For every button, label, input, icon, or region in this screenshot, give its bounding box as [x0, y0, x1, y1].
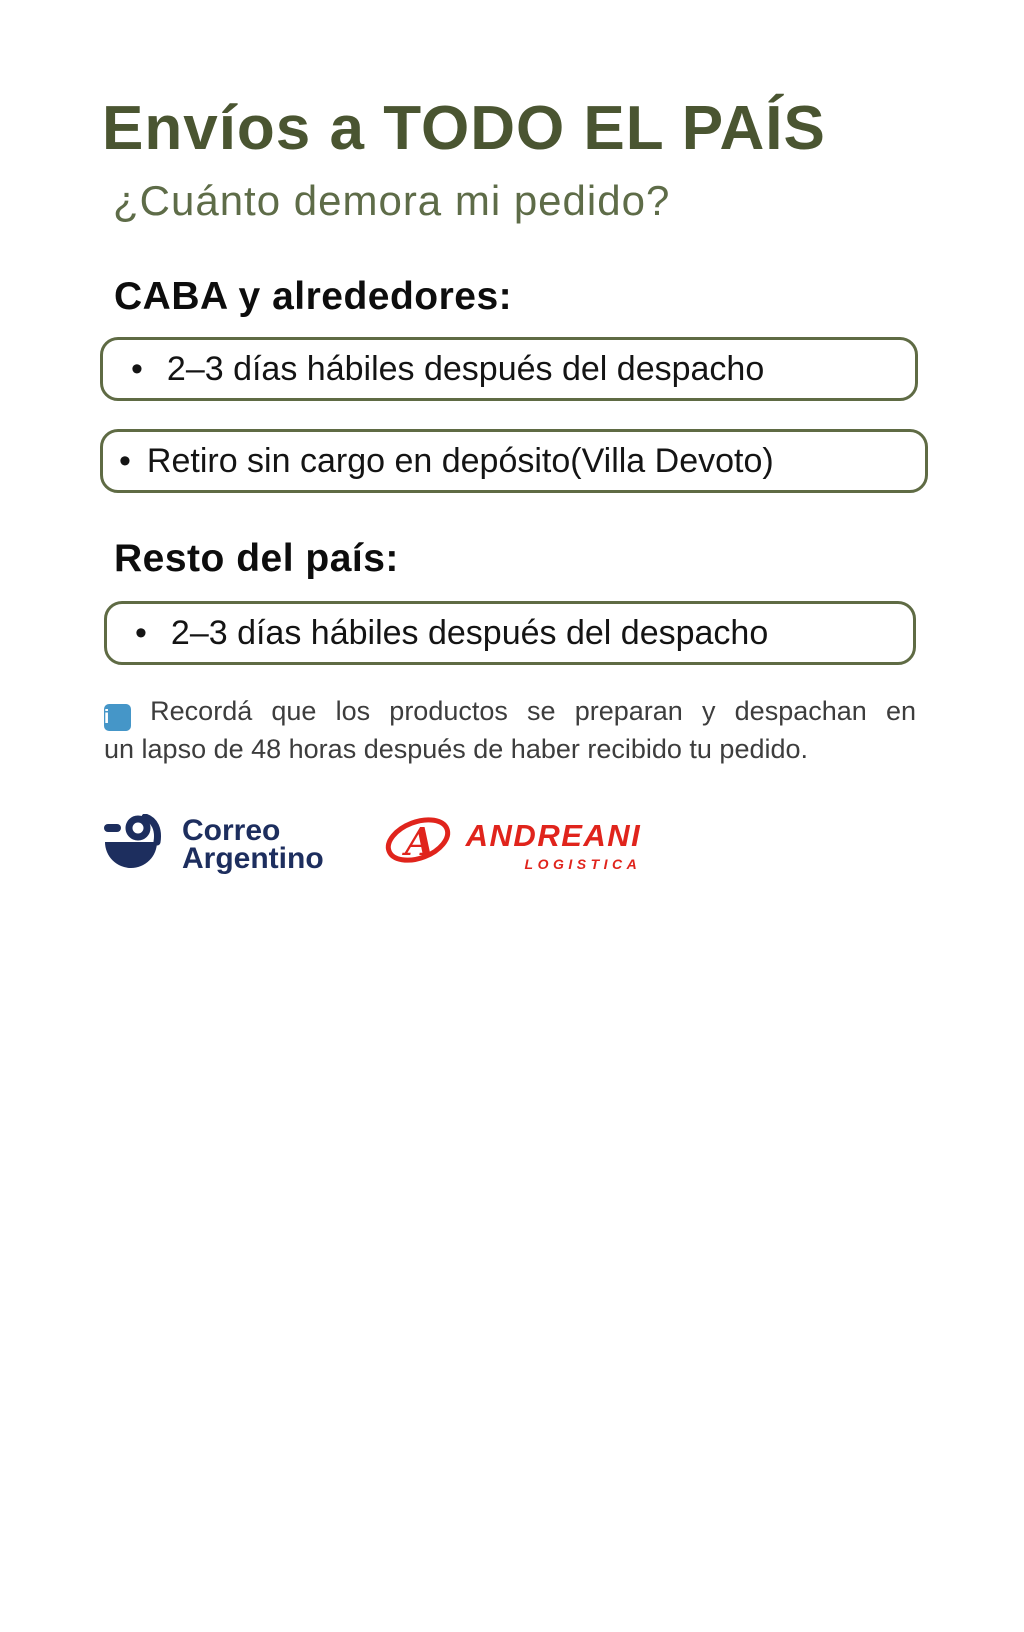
andreani-wordmark: ANDREANI LOGISTICA — [465, 817, 642, 872]
info-icon: i — [104, 704, 131, 731]
shipping-detail-box — [100, 337, 918, 401]
dispatch-note — [104, 693, 916, 767]
shipping-detail-text: Retiro sin cargo en depósito(Villa Devoto) — [146, 441, 774, 480]
shipping-info-flyer — [0, 96, 1024, 1632]
correo-argentino-icon — [104, 814, 168, 875]
correo-argentino-logo — [104, 814, 324, 875]
shipping-detail-text: 2–3 días hábiles después del despacho — [170, 613, 769, 652]
shipping-detail-text: 2–3 días hábiles después del despacho — [166, 349, 765, 388]
bullet-icon: • — [119, 442, 131, 481]
correo-argentino-wordmark: Correo Argentino — [182, 813, 324, 875]
section-heading-caba: CABA y alrededores: — [114, 275, 513, 319]
andreani-logo — [382, 813, 642, 876]
dispatch-note-line2: un lapso de 48 horas después de haber recibido tu pedido. — [104, 734, 809, 765]
page-title: Envíos a TODO EL PAÍS — [102, 94, 826, 163]
section-heading-resto: Resto del país: — [114, 537, 399, 581]
carrier-logos — [104, 813, 1024, 876]
dispatch-note-text: Recordá que los productos se preparan y despachan en — [150, 696, 916, 727]
bullet-icon: • — [131, 350, 143, 389]
shipping-detail-box — [104, 601, 916, 665]
svg-text:A: A — [404, 819, 435, 865]
bullet-icon: • — [135, 614, 147, 653]
shipping-detail-box — [100, 429, 928, 493]
page-subtitle: ¿Cuánto demora mi pedido? — [113, 177, 671, 225]
andreani-monogram-icon — [382, 813, 454, 876]
dispatch-note-line1 — [104, 693, 916, 731]
